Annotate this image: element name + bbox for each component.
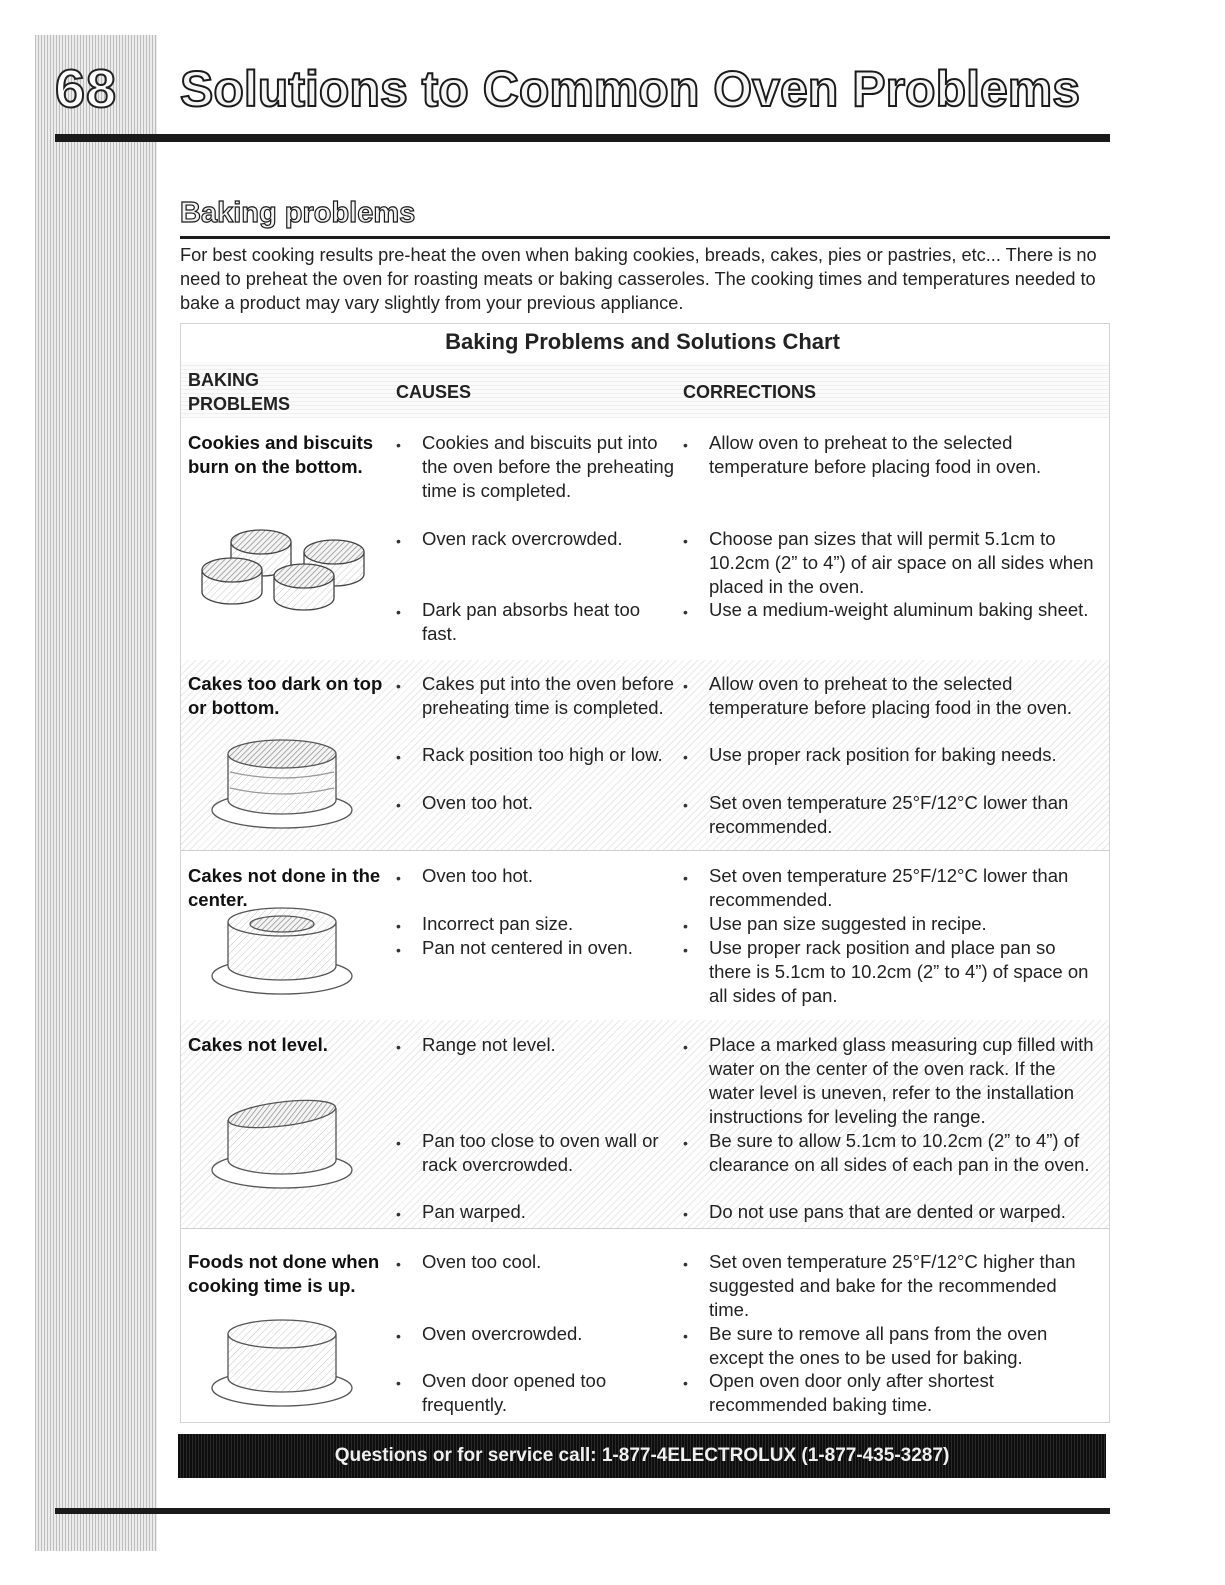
correction-text: Open oven door only after shortest recommended baking time.	[709, 1370, 994, 1415]
header-causes: CAUSES	[396, 382, 472, 402]
header-problems-line1: BAKING	[188, 370, 259, 390]
intro-paragraph: For best cooking results pre-heat the oven when baking cookies, breads, cakes, pies or pastries, etc... There is no need to preheat the oven for roasting meats or baking casseroles. The cooking times and temperatures needed to bake a product may vary slightly from your previous appliance.	[180, 245, 1097, 313]
page-title: Solutions to Common Oven Problems	[180, 61, 1081, 117]
correction-text: Use pan size suggested in recipe.	[709, 913, 987, 934]
section-rule	[180, 236, 1110, 239]
correction-text: Set oven temperature 25°F/12°C higher than suggested and bake for the recommended time.	[709, 1251, 1076, 1320]
header-problems	[188, 368, 290, 416]
correction-text: Be sure to allow 5.1cm to 10.2cm (2” to 4”) of clearance on all sides of each pan in the oven.	[709, 1130, 1090, 1175]
tilted-cake-illustration	[208, 1098, 356, 1190]
cause-text: Pan too close to oven wall or rack overcrowded.	[422, 1130, 659, 1175]
header-problems-line2: PROBLEMS	[188, 394, 291, 414]
correction-text: Do not use pans that are dented or warped.	[709, 1201, 1066, 1222]
top-rule	[55, 134, 1110, 142]
bottom-rule	[55, 1508, 1110, 1514]
dark-cake-illustration	[208, 738, 356, 830]
cause-text: Incorrect pan size.	[422, 913, 574, 934]
cause-text: Cookies and biscuits put into the oven before the preheating time is completed.	[422, 432, 674, 501]
cause-text: Range not level.	[422, 1034, 556, 1055]
cause-text: Oven too hot.	[422, 792, 534, 813]
correction-text: Use proper rack position and place pan so there is 5.1cm to 10.2cm (2” to 4”) of space on all sides of pan.	[709, 937, 1089, 1006]
cause-text: Oven rack overcrowded.	[422, 528, 623, 549]
underdone-cake-illustration	[208, 1316, 356, 1408]
correction-text: Be sure to remove all pans from the oven except the ones to be used for baking.	[709, 1323, 1048, 1368]
sunken-cake-illustration	[208, 904, 356, 996]
row-divider	[181, 1228, 1109, 1229]
correction-text: Use a medium-weight aluminum baking sheet.	[709, 599, 1089, 620]
correction-text: Set oven temperature 25°F/12°C lower than recommended.	[709, 792, 1069, 837]
chart-title: Baking Problems and Solutions Chart	[445, 329, 840, 354]
cause-text: Dark pan absorbs heat too fast.	[422, 599, 641, 644]
cause-text: Rack position too high or low.	[422, 744, 663, 765]
page-number: 68	[55, 59, 118, 119]
cause-text: Oven door opened too frequently.	[422, 1370, 607, 1415]
cause-text: Cakes put into the oven before preheating time is completed.	[422, 673, 674, 718]
correction-text: Place a marked glass measuring cup filled with water on the center of the oven rack. If the water level is uneven, refer to the installation instructions for leveling the range.	[709, 1034, 1094, 1127]
correction-text: Choose pan sizes that will permit 5.1cm to 10.2cm (2” to 4”) of air space on all sides when placed in the oven.	[709, 528, 1094, 597]
header-corrections: CORRECTIONS	[683, 382, 817, 402]
cause-text: Pan warped.	[422, 1201, 526, 1222]
cause-text: Oven too hot.	[422, 865, 534, 886]
correction-text: Allow oven to preheat to the selected temperature before placing food in oven.	[709, 432, 1042, 477]
correction-text: Allow oven to preheat to the selected temperature before placing food in the oven.	[709, 673, 1073, 718]
problem-cookies-burn: Cookies and biscuits burn on the bottom.	[188, 432, 374, 477]
cause-text: Oven too cool.	[422, 1251, 542, 1272]
cause-text: Pan not centered in oven.	[422, 937, 633, 958]
side-band	[35, 35, 157, 1551]
correction-text: Set oven temperature 25°F/12°C lower than recommended.	[709, 865, 1069, 910]
problem-cakes-not-done: Cakes not done in the center.	[188, 865, 381, 910]
header-band	[181, 362, 1109, 418]
problem-cakes-too-dark: Cakes too dark on top or bottom.	[188, 673, 383, 718]
problem-foods-not-done: Foods not done when cooking time is up.	[188, 1251, 380, 1296]
correction-text: Use proper rack position for baking needs.	[709, 744, 1057, 765]
row-divider	[181, 850, 1109, 851]
service-footer-bar	[178, 1434, 1106, 1478]
service-phone-text: Questions or for service call: 1-877-4ELECTROLUX (1-877-435-3287)	[334, 1445, 950, 1466]
problem-cakes-not-level: Cakes not level.	[188, 1034, 328, 1055]
section-heading: Baking problems	[180, 197, 416, 229]
cookies-illustration	[196, 520, 371, 612]
cause-text: Oven overcrowded.	[422, 1323, 583, 1344]
